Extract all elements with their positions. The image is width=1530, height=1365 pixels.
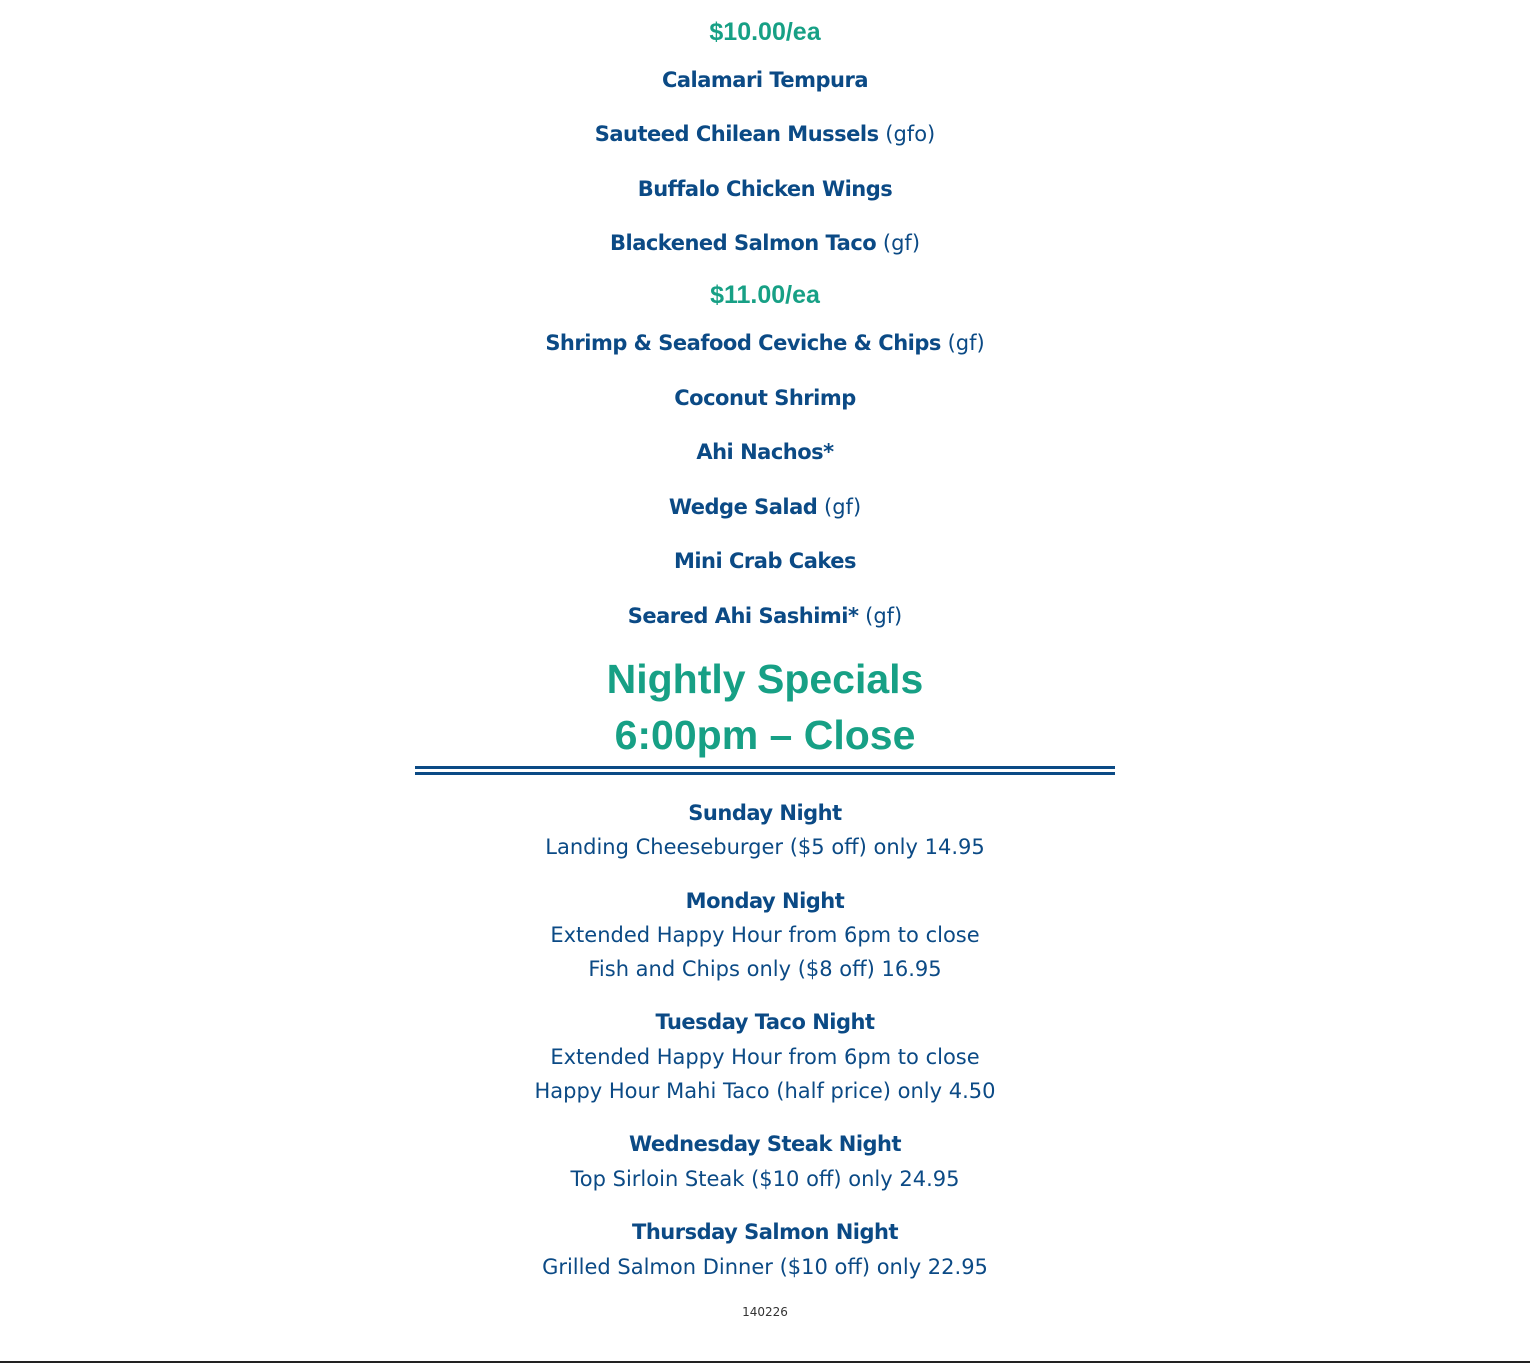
night-special-line: Landing Cheeseburger ($5 off) only 14.95 (545, 835, 985, 859)
menu-item-name: Shrimp & Seafood Ceviche & Chips (545, 331, 941, 355)
price-heading-11: $11.00/ea (710, 281, 820, 309)
night-special-line: Top Sirloin Steak ($10 off) only 24.95 (570, 1167, 960, 1191)
price-heading-10: $10.00/ea (709, 18, 821, 46)
dietary-tag: (gf) (824, 495, 862, 519)
specials-hours: 6:00pm – Close (614, 712, 916, 758)
dietary-tag: (gf) (865, 604, 903, 628)
night-title: Wednesday Steak Night (628, 1132, 902, 1156)
night-special-line: Fish and Chips only ($8 off) 16.95 (588, 957, 942, 981)
menu-item (0, 230, 1530, 256)
footer-code: 140226 (742, 1305, 788, 1319)
menu-item (0, 439, 1530, 465)
night-title: Tuesday Taco Night (655, 1010, 875, 1034)
night-title: Sunday Night (688, 801, 842, 825)
menu-item-name: Calamari Tempura (661, 68, 869, 92)
night-special-line: Grilled Salmon Dinner ($10 off) only 22.95 (542, 1255, 988, 1279)
dietary-tag: (gf) (882, 231, 921, 255)
menu-item-name: Wedge Salad (668, 495, 818, 519)
night-special-line: Extended Happy Hour from 6pm to close (550, 1045, 980, 1069)
menu-item (0, 67, 1530, 93)
menu-item (0, 603, 1530, 629)
menu-item (0, 385, 1530, 411)
menu-item (0, 176, 1530, 202)
page-bottom-border (0, 1361, 1530, 1363)
menu-item-name: Mini Crab Cakes (673, 549, 857, 573)
menu-item (0, 121, 1530, 147)
menu-item-name: Sauteed Chilean Mussels (594, 122, 879, 146)
menu-item-name: Blackened Salmon Taco (609, 231, 877, 255)
menu-item (0, 548, 1530, 574)
menu-item-name: Coconut Shrimp (674, 386, 856, 410)
night-title: Thursday Salmon Night (632, 1220, 898, 1244)
dietary-tag: (gfo) (885, 122, 936, 146)
menu-item (0, 494, 1530, 520)
night-special-line: Happy Hour Mahi Taco (half price) only 4.50 (534, 1079, 996, 1103)
menu-item-name: Seared Ahi Sashimi* (627, 604, 859, 628)
night-title: Monday Night (685, 889, 845, 913)
specials-title: Nightly Specials (606, 656, 924, 702)
dietary-tag: (gf) (947, 331, 985, 355)
double-rule-divider (415, 766, 1115, 775)
menu-item (0, 330, 1530, 356)
night-special-line: Extended Happy Hour from 6pm to close (550, 923, 980, 947)
menu-item-name: Ahi Nachos* (696, 440, 834, 464)
menu-item-name: Buffalo Chicken Wings (637, 177, 893, 201)
